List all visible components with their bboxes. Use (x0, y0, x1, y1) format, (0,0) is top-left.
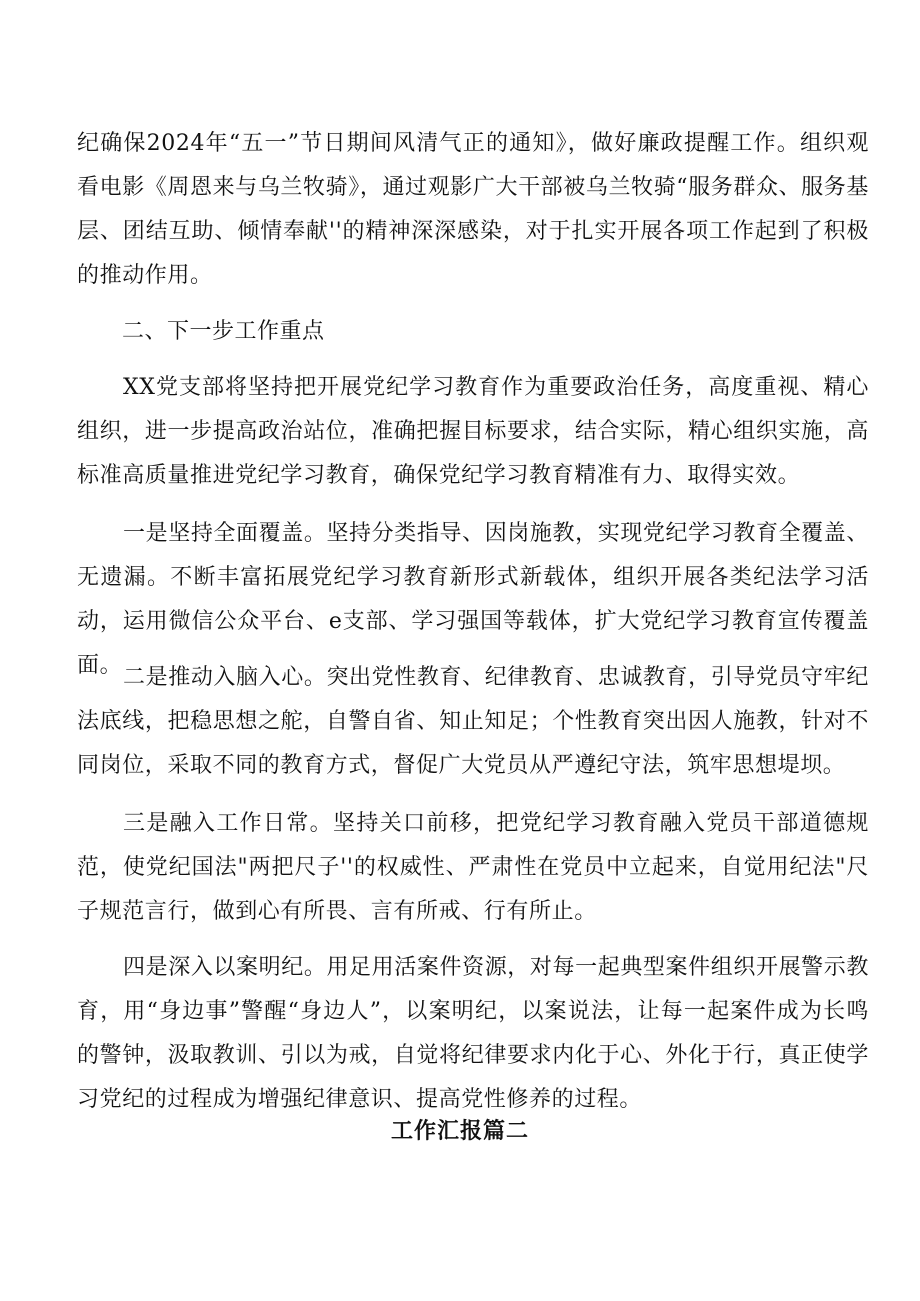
paragraph-overview: XX党支部将坚持把开展党纪学习教育作为重要政治任务，高度重视、精心组织，进一步提高政治站位，准确把握目标要求，结合实际，精心组织实施，高标准高质量推进党纪学习教育，确保党纪学习教育精准有力、取得实效。 (77, 375, 869, 488)
paragraph-daily-work: 三是融入工作日常。坚持关口前移，把党纪学习教育融入党员干部道德规范，使党纪国法"两把尺子''的权威性、严肃性在党员中立起来，自觉用纪法"尺子规范言行，做到心有所畏、言有所戒、行有所止。 (77, 811, 869, 924)
paragraph-into-mind: 二是推动入脑入心。突出党性教育、纪律教育、忠诚教育，引导党员守牢纪法底线，把稳思想之舵，自警自省、知止知足；个性教育突出因人施教，针对不同岗位，采取不同的教育方式，督促广大党员从严遵纪守法，筑牢思想堤坝。 (77, 665, 869, 778)
paragraph-case-discipline: 四是深入以案明纪。用足用活案件资源，对每一起典型案件组织开展警示教育，用“身边事”警醒“身边人”，以案明纪，以案说法，让每一起案件成为长鸣的警钟，汲取教训、引以为戒，自觉将纪律要求内化于心、外化于行，真正使学习党纪的过程成为增强纪律意识、提高党性修养的过程。 (77, 955, 869, 1112)
chapter-title: 工作汇报篇二 (390, 1119, 529, 1144)
section-heading: 二、下一步工作重点 (122, 319, 325, 344)
intro-paragraph: 纪确保2024年“五一”节日期间风清气正的通知》，做好廉政提醒工作。组织观看电影《周恩来与乌兰牧骑》，通过观影广大干部被乌兰牧骑“服务群众、服务基层、团结互助、倾情奉献''的精神深深感染，对于扎实开展各项工作起到了积极的推动作用。 (77, 131, 869, 288)
paragraph-full-coverage: 一是坚持全面覆盖。坚持分类指导、因岗施教，实现党纪学习教育全覆盖、无遗漏。不断丰富拓展党纪学习教育新形式新载体，组织开展各类纪法学习活动，运用微信公众平台、e支部、学习强国等载体，扩大党纪学习教育宣传覆盖面。 (77, 521, 869, 678)
